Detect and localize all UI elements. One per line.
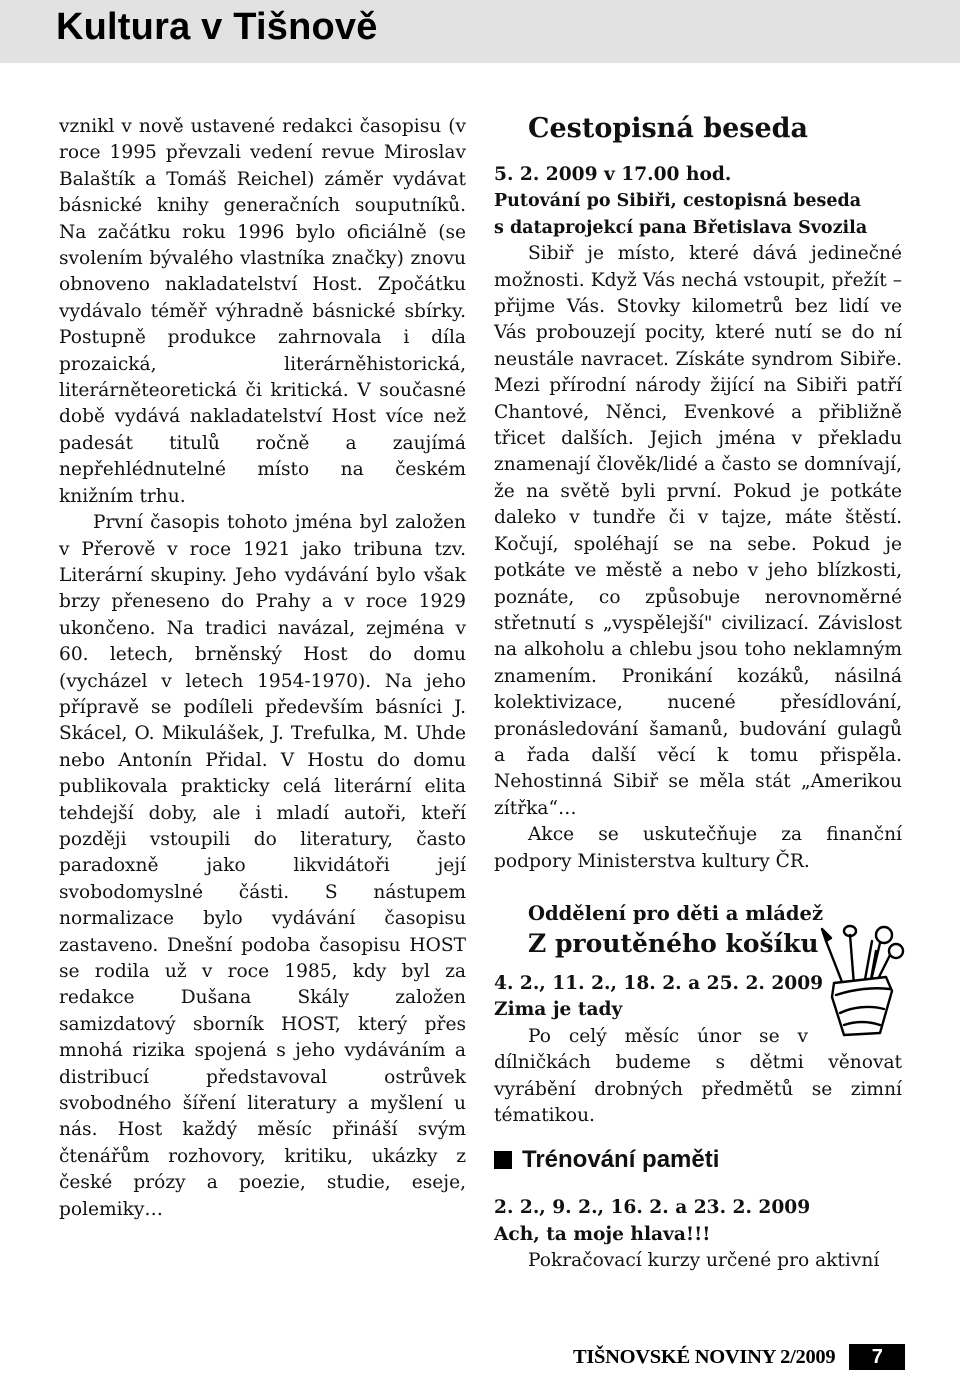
department-subheading: Z proutěného košíku	[528, 928, 819, 958]
department-event-title: Zima je tady	[494, 999, 623, 1021]
department-body: Po celý měsíc únor se v dílničkách budeme s dětmi věnovat vyrábění drobných předmětů se zimní tématikou.	[494, 1025, 902, 1126]
memory-body: Pokračovací kurzy určené pro aktivní	[528, 1250, 880, 1272]
page-number: 7	[849, 1344, 905, 1370]
pencil-cup-icon	[814, 921, 906, 1039]
memory-event-title: Ach, ta moje hlava!!!	[494, 1223, 711, 1245]
article-paragraph: První časopis tohoto jména byl založen v Přerově v roce 1921 jako tribuna tzv. Literární skupiny. Jeho vydávání bylo však brzy přeneseno do Prahy a v roce 1929 ukončeno. Na tradici navázal, zejména v 60. letech, brněnský Host do domu (vycházel v letech 1954-1970). Na jeho přípravě se podíleli především básníci J. Skácel, O. Mikulášek, J. Trefulka, M. Uhde nebo Antonín Přidal. V Hostu do domu publikovala prakticky celá literární elita tehdejší doby, ale i mladí autoři, kteří později vstoupili do literatury, často paradoxně jako likvidátoři její svobodomyslné části. S nástupem normalizace bylo vydávání časopisu zastaveno. Dnešní podoba časopisu HOST se rodila už v roce 1985, kdy byl za redakce Dušana Skály založen samizdatový sborník HOST, který přes mnohá rizika spojená s jeho vydáváním a distribucí představoval ostrůvek svobodného šíření literatury a myšlení u nás. Host každý měsíc přináší svým čtenářům rozhovory, kritiku, ukázky z české prózy a poezie, studie, eseje, polemiky…	[59, 512, 466, 1220]
page-title: Kultura v Tišnově	[56, 6, 378, 48]
department-heading: Oddělení pro děti a mládež	[528, 901, 824, 925]
beseda-support: Akce se uskutečňuje za finanční podpory Ministerstva kultury ČR.	[494, 824, 902, 872]
memory-dates: 2. 2., 9. 2., 16. 2. a 23. 2. 2009	[494, 1197, 811, 1219]
memory-heading	[494, 1145, 902, 1175]
article-paragraph: vznikl v nově ustavené redakci časopisu (v roce 1995 převzali vedení revue Miroslav Balaštík a Tomáš Reichel) záměr vydávat básnické knihy generačních souputníků. Na začátku roku 1996 bylo oficiálně (se svolením bývalého vlastníka značky) znovu obnoveno nakladatelství Host. Zpočátku vydávalo téměř výhradně básnické sbírky. Postupně produkce zahrnovala i díla prozaická, literárněhistorická, literárněteoretická či kritická. V současné době vydává nakladatelství Host více než padesát titulů ročně a zaujímá nepřehlédnutelné místo na českém knižním trhu.	[59, 116, 466, 507]
page-header-band	[0, 0, 960, 63]
department-dates: 4. 2., 11. 2., 18. 2. a 25. 2. 2009	[494, 972, 824, 994]
pencil-cup-illustration	[814, 921, 906, 1039]
beseda-date: 5. 2. 2009 v 17.00 hod.	[494, 164, 732, 185]
memory-heading-text: Trénování paměti	[522, 1146, 720, 1174]
beseda-subtitle: s dataprojekcí pana Břetislava Svozila	[494, 217, 868, 238]
square-bullet-icon	[494, 1151, 512, 1169]
beseda-subtitle: Putování po Sibiři, cestopisná beseda	[494, 191, 862, 212]
publication-name: TIŠNOVSKÉ NOVINY 2/2009	[573, 1345, 836, 1368]
page-footer	[573, 1344, 905, 1370]
right-column	[494, 114, 902, 1275]
beseda-body: Sibiř je místo, které dává jedinečné možnosti. Když Vás nechá vstoupit, přežít – přijme Vás. Stovky kilometrů bez lidí ve Vás probouzejí pocity, které nutí se do ní neustále navracet. Získáte syndrom Sibiře. Mezi přírodní národy žijící na Sibiři patří Chantové, Něnci, Evenkové a přibližně třicet dalších. Jejich jména v překladu znamenají člověk/lidé a často se domnívají, že na světě byli první. Pokud je potkáte daleko v tundře či v tajze, máte štěstí. Kočují, spoléhají se na sebe. Pokud je potkáte ve městě a nebo v jeho blízkosti, poznáte, co způsobuje nerovnoměrné střetnutí s „vyspělejší" civilizací. Závislost na alkoholu a chlebu jsou toho neklamným znamením. Pronikání kozáků, násilná kolektivizace, nucené přesídlování, pronásledování šamanů, budování gulagů a řada další věcí k tomu přispěla. Nehostinná Sibiř se měla stát „Amerikou zítřka“…	[494, 243, 902, 819]
beseda-heading: Cestopisná beseda	[528, 113, 809, 144]
left-column	[59, 114, 466, 1223]
